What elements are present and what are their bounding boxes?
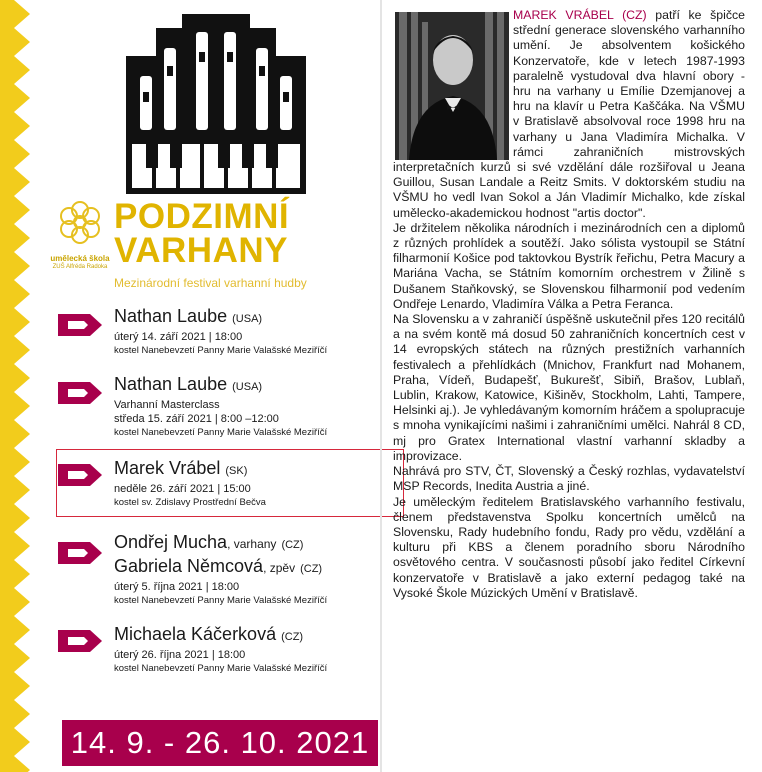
bio-paragraph: Nahrává pro STV, ČT, Slovenský a Český rozhlas, vydavatelství MSP Records, Inedita Austria a jiné. <box>393 464 745 494</box>
event-date: úterý 26. října 2021 | 18:00 <box>114 649 246 661</box>
festival-title <box>114 197 290 270</box>
organ-logo-icon <box>116 6 316 196</box>
event-date: neděle 26. září 2021 | 15:00 <box>114 483 251 495</box>
performer-name: Nathan Laube (USA) <box>114 306 263 326</box>
event-place: kostel Nanebevzetí Panny Marie Valašské Meziříčí <box>114 427 328 438</box>
event-place: kostel sv. Zdislavy Prostřední Bečva <box>114 497 266 508</box>
page-fold <box>380 0 382 772</box>
festival-dates: 14. 9. - 26. 10. 2021 <box>62 720 378 766</box>
event-date: středa 15. září 2021 | 8:00 –12:00 <box>114 413 279 425</box>
event-place: kostel Nanebevzetí Panny Marie Valašské Meziříčí <box>114 345 328 356</box>
school-name: umělecká škola ZUŠ Alfréda Radoka <box>40 254 120 272</box>
ticket-tag-icon <box>58 464 102 486</box>
performer-bio <box>393 8 745 601</box>
zigzag-border <box>0 0 34 772</box>
event-place: kostel Nanebevzetí Panny Marie Valašské Meziříčí <box>114 663 328 674</box>
event-place: kostel Nanebevzetí Panny Marie Valašské Meziříčí <box>114 595 328 606</box>
bio-paragraph: Na Slovensku a v zahraničí úspěšně uskutečnil přes 120 recitálů a na svém kontě má dosud 50 zahraničních koncertních cest v 14 evropských státech na různých prestižních varhanních festivalech a přehlídkách (Mnichov, Frankfurt nad Mohanem, Praha, Vídeň, Budapešť, Bukurešť, Sibiň, Brašov, Lublaň, Lublin, Krakow, Katowice, Kišiněv, Stockholm, Lahti, Tampere, Helsinki aj.). Je vyhledávaným komorním hráčem a spolupracuje s mnoha vynikajícími našimi i zahraničními umělci. Nahrál 8 CD, mj pro Gratex International vlastní varhanní skladby a improvizace. <box>393 312 745 463</box>
left-panel <box>34 0 376 772</box>
festival-title-line1: PODZIMNÍ <box>114 197 290 236</box>
performer-name: Marek Vrábel (SK) <box>114 458 248 478</box>
ticket-tag-icon <box>58 382 102 404</box>
bio-paragraph: Je držitelem několika národních i mezinárodních cen a diplomů z různých prohlídek a soutěží. Jako sólista vystoupil se Státní filharmonií Košice pod taktovkou Bystrík řeřichu, Petra Macury a Mariána Vacha, se Státním komorním orchestrem v Žilině s Dušanem Staňkovský, se Slovenskou filharmonií pod vedením Ondřeje Lenardo, Vladimíra Válka a Petra Feranca. <box>393 220 745 311</box>
ticket-tag-icon <box>58 314 102 336</box>
festival-title-line2: VARHANY <box>114 231 288 270</box>
event-date: úterý 14. září 2021 | 18:00 <box>114 331 243 343</box>
ticket-tag-icon <box>58 542 102 564</box>
bio-name: MAREK VRÁBEL (CZ) <box>513 8 647 22</box>
bio-paragraph: MAREK VRÁBEL (CZ) patří ke špičce střední generace slovenského varhanního umění. Je absolventem košického Konzervatoře, kde v letech 1987-1993 paralelně vystudoval dva hlavní obory - hru na varhany u Emílie Dzemjanovej a hru na klavír u Petra Kaščáka. Na VŠMU v Bratislavě absolvoval roce 1998 hru na varhany u Jana Vladimíra Michalka. V rámci zahraničních mistrovských interpretačních kurzů si své vzdělání dále rozšiřoval u Jeana Guillou, Susan Landale a Reitz Smits. V doktorském studiu na VŠMU ho vedl Ivan Sokol a Ján Vladimír Michalko, kde získal umělecko-akademickou hodnost "artis doctor". <box>393 8 746 220</box>
ticket-tag-icon <box>58 630 102 652</box>
performer-name: Michaela Káčerková (CZ) <box>114 624 304 644</box>
performer-name: Ondřej Mucha, varhany (CZ) <box>114 532 304 552</box>
performer-name-2: Gabriela Němcová, zpěv (CZ) <box>114 556 323 576</box>
festival-subtitle: Mezinárodní festival varhanní hudby <box>114 276 307 290</box>
event-date: úterý 5. října 2021 | 18:00 <box>114 581 240 593</box>
performer-name: Nathan Laube (USA) <box>114 374 263 394</box>
school-subname: ZUŠ Alfréda Radoka <box>52 264 108 270</box>
event-extra: Varhanní Masterclass <box>114 399 220 411</box>
bio-paragraph: Je uměleckým ředitelem Bratislavského varhanního festivalu, členem představenstva Spolku koncertních umělců na Slovensku, Rady hudebního fondu, Rady pro vědu, vzdělání a kulturu při KBS a členem poradního sboru Národního osvětového centra. V současnosti působí jako ředitel Církevní konzervatoře v Bratislavě a jako externí pedagog také na Vysoké Škole Múzických Umění v Bratislavě. <box>393 494 745 600</box>
